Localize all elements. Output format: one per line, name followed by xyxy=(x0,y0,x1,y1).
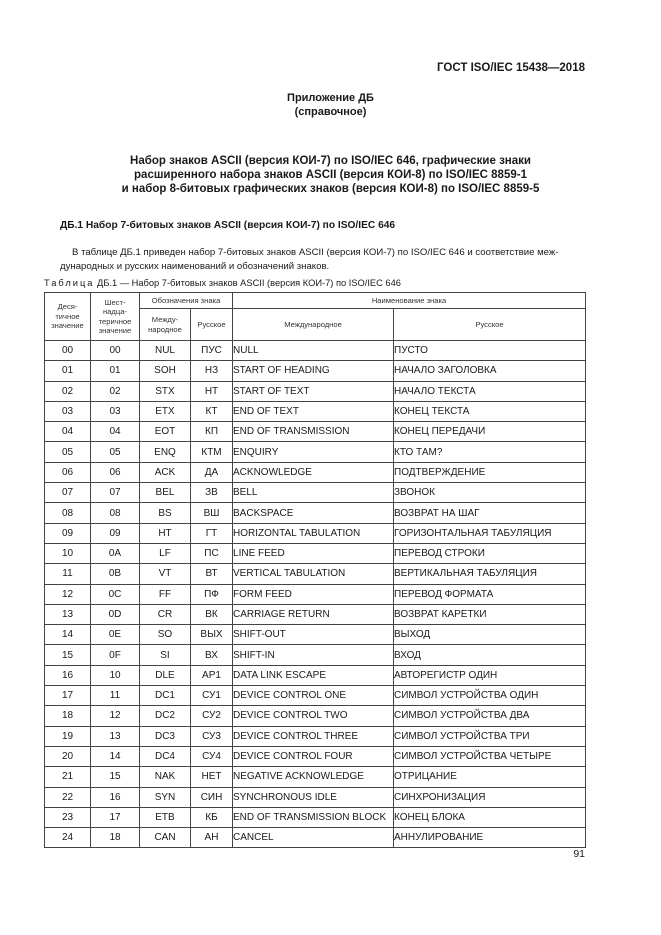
cell-symbol-ru: НЗ xyxy=(191,361,233,381)
cell-symbol-ru: ВШ xyxy=(191,503,233,523)
cell-name-ru: ВХОД xyxy=(394,645,586,665)
cell-hex: 10 xyxy=(91,665,140,685)
cell-symbol-ru: ВЫХ xyxy=(191,625,233,645)
table-row xyxy=(45,543,586,563)
cell-name-ru: СИМВОЛ УСТРОЙСТВА ЧЕТЫРЕ xyxy=(394,746,586,766)
cell-name-ru: ВЕРТИКАЛЬНАЯ ТАБУЛЯЦИЯ xyxy=(394,564,586,584)
cell-name-ru: СИМВОЛ УСТРОЙСТВА ТРИ xyxy=(394,726,586,746)
table-row xyxy=(45,584,586,604)
header-decimal: Деся- тичное значение xyxy=(45,293,91,341)
cell-symbol-ru: НТ xyxy=(191,381,233,401)
section-heading: ДБ.1 Набор 7-битовых знаков ASCII (версия КОИ-7) по ISO/IEC 646 xyxy=(60,220,396,231)
cell-name-intl: SHIFT-IN xyxy=(233,645,394,665)
cell-symbol-ru: СУ4 xyxy=(191,746,233,766)
cell-name-intl: CARRIAGE RETURN xyxy=(233,604,394,624)
cell-hex: 18 xyxy=(91,828,140,848)
intro-line: дународных и русских наименований и обозначений знаков. xyxy=(60,260,330,272)
annex-subtitle: (справочное) xyxy=(294,106,367,118)
cell-name-ru: ВОЗВРАТ КАРЕТКИ xyxy=(394,604,586,624)
table-row xyxy=(45,523,586,543)
cell-symbol-ru: НЕТ xyxy=(191,767,233,787)
table-row xyxy=(45,828,586,848)
table-row xyxy=(45,401,586,421)
main-title-line: и набор 8-битовых графических знаков (версия КОИ-8) по ISO/IEC 8859-5 xyxy=(121,183,540,195)
cell-name-intl: LINE FEED xyxy=(233,543,394,563)
cell-name-intl: NEGATIVE ACKNOWLEDGE xyxy=(233,767,394,787)
cell-name-intl: DEVICE CONTROL THREE xyxy=(233,726,394,746)
header-name-intl: Международное xyxy=(233,309,394,341)
table-row xyxy=(45,726,586,746)
cell-symbol-ru: ПС xyxy=(191,543,233,563)
cell-symbol-ru: ДА xyxy=(191,462,233,482)
cell-decimal: 24 xyxy=(45,828,91,848)
cell-hex: 16 xyxy=(91,787,140,807)
table-row xyxy=(45,341,586,361)
header-symbol-group: Обозначения знака xyxy=(140,293,233,309)
cell-decimal: 05 xyxy=(45,442,91,462)
cell-symbol-intl: CR xyxy=(140,604,191,624)
cell-symbol-ru: КТ xyxy=(191,401,233,421)
main-title-line: расширенного набора знаков ASCII (версия КОИ-8) по ISO/IEC 8859-1 xyxy=(134,169,527,181)
cell-symbol-intl: BEL xyxy=(140,483,191,503)
table-row xyxy=(45,706,586,726)
cell-decimal: 08 xyxy=(45,503,91,523)
cell-symbol-intl: DLE xyxy=(140,665,191,685)
cell-name-intl: END OF TRANSMISSION xyxy=(233,422,394,442)
cell-decimal: 06 xyxy=(45,462,91,482)
cell-name-intl: START OF HEADING xyxy=(233,361,394,381)
cell-name-ru: ПУСТО xyxy=(394,341,586,361)
cell-symbol-intl: CAN xyxy=(140,828,191,848)
cell-symbol-ru: СУ1 xyxy=(191,686,233,706)
cell-symbol-intl: DC1 xyxy=(140,686,191,706)
cell-decimal: 12 xyxy=(45,584,91,604)
annex-title: Приложение ДБ xyxy=(287,92,374,104)
cell-hex: 00 xyxy=(91,341,140,361)
table-row xyxy=(45,483,586,503)
cell-hex: 12 xyxy=(91,706,140,726)
cell-symbol-intl: SYN xyxy=(140,787,191,807)
cell-name-ru: ЗВОНОК xyxy=(394,483,586,503)
cell-decimal: 11 xyxy=(45,564,91,584)
cell-symbol-ru: ПФ xyxy=(191,584,233,604)
cell-symbol-intl: NAK xyxy=(140,767,191,787)
cell-symbol-ru: СИН xyxy=(191,787,233,807)
cell-name-ru: НАЧАЛО ТЕКСТА xyxy=(394,381,586,401)
cell-name-intl: ACKNOWLEDGE xyxy=(233,462,394,482)
cell-hex: 01 xyxy=(91,361,140,381)
cell-symbol-ru: ПУС xyxy=(191,341,233,361)
cell-symbol-ru: ВТ xyxy=(191,564,233,584)
cell-hex: 0A xyxy=(91,543,140,563)
cell-hex: 02 xyxy=(91,381,140,401)
table-row xyxy=(45,787,586,807)
cell-name-ru: КОНЕЦ ПЕРЕДАЧИ xyxy=(394,422,586,442)
cell-name-ru: ВЫХОД xyxy=(394,625,586,645)
cell-decimal: 19 xyxy=(45,726,91,746)
cell-decimal: 21 xyxy=(45,767,91,787)
cell-hex: 03 xyxy=(91,401,140,421)
cell-hex: 05 xyxy=(91,442,140,462)
cell-symbol-intl: SI xyxy=(140,645,191,665)
annex-heading xyxy=(0,91,661,119)
table-row xyxy=(45,686,586,706)
cell-decimal: 09 xyxy=(45,523,91,543)
table-row xyxy=(45,381,586,401)
ascii-table xyxy=(44,278,586,848)
cell-name-intl: CANCEL xyxy=(233,828,394,848)
cell-hex: 14 xyxy=(91,746,140,766)
cell-name-ru: СИНХРОНИЗАЦИЯ xyxy=(394,787,586,807)
cell-symbol-intl: DC2 xyxy=(140,706,191,726)
table-row xyxy=(45,462,586,482)
cell-name-intl: VERTICAL TABULATION xyxy=(233,564,394,584)
cell-decimal: 23 xyxy=(45,807,91,827)
cell-symbol-ru: ВХ xyxy=(191,645,233,665)
table-row xyxy=(45,564,586,584)
table-row xyxy=(45,422,586,442)
cell-symbol-ru: ЗВ xyxy=(191,483,233,503)
cell-name-ru: КОНЕЦ ТЕКСТА xyxy=(394,401,586,421)
cell-name-intl: FORM FEED xyxy=(233,584,394,604)
table-row xyxy=(45,807,586,827)
table-row xyxy=(45,442,586,462)
cell-decimal: 20 xyxy=(45,746,91,766)
table-row xyxy=(45,361,586,381)
header-hex: Шест- надца- теричное значение xyxy=(91,293,140,341)
cell-name-ru: АННУЛИРОВАНИЕ xyxy=(394,828,586,848)
cell-symbol-intl: ACK xyxy=(140,462,191,482)
cell-decimal: 10 xyxy=(45,543,91,563)
cell-hex: 0F xyxy=(91,645,140,665)
table-row xyxy=(45,746,586,766)
cell-symbol-ru: ВК xyxy=(191,604,233,624)
main-title xyxy=(60,154,601,196)
cell-name-intl: SYNCHRONOUS IDLE xyxy=(233,787,394,807)
cell-decimal: 03 xyxy=(45,401,91,421)
cell-decimal: 22 xyxy=(45,787,91,807)
cell-name-ru: КОНЕЦ БЛОКА xyxy=(394,807,586,827)
table-row xyxy=(45,503,586,523)
cell-symbol-ru: КБ xyxy=(191,807,233,827)
cell-name-intl: START OF TEXT xyxy=(233,381,394,401)
cell-hex: 17 xyxy=(91,807,140,827)
header-name-ru: Русское xyxy=(394,309,586,341)
cell-symbol-ru: СУ2 xyxy=(191,706,233,726)
cell-symbol-intl: DC4 xyxy=(140,746,191,766)
cell-hex: 0E xyxy=(91,625,140,645)
table-caption-label: Таблица xyxy=(44,278,95,288)
cell-name-intl: BELL xyxy=(233,483,394,503)
cell-name-ru: ОТРИЦАНИЕ xyxy=(394,767,586,787)
cell-name-intl: NULL xyxy=(233,341,394,361)
cell-name-ru: СИМВОЛ УСТРОЙСТВА ОДИН xyxy=(394,686,586,706)
cell-name-intl: ENQUIRY xyxy=(233,442,394,462)
cell-name-intl: END OF TRANSMISSION BLOCK xyxy=(233,807,394,827)
cell-symbol-ru: КП xyxy=(191,422,233,442)
cell-name-ru: СИМВОЛ УСТРОЙСТВА ДВА xyxy=(394,706,586,726)
cell-name-ru: АВТОРЕГИСТР ОДИН xyxy=(394,665,586,685)
intro-paragraph xyxy=(60,246,586,273)
page-number: 91 xyxy=(573,848,585,860)
cell-symbol-intl: BS xyxy=(140,503,191,523)
cell-name-ru: ГОРИЗОНТАЛЬНАЯ ТАБУЛЯЦИЯ xyxy=(394,523,586,543)
document-code: ГОСТ ISO/IEC 15438—2018 xyxy=(437,62,585,74)
cell-symbol-intl: EOT xyxy=(140,422,191,442)
cell-hex: 0D xyxy=(91,604,140,624)
cell-symbol-ru: АН xyxy=(191,828,233,848)
cell-symbol-intl: ENQ xyxy=(140,442,191,462)
cell-symbol-ru: ГТ xyxy=(191,523,233,543)
header-symbol-intl: Между- народное xyxy=(140,309,191,341)
cell-name-intl: DEVICE CONTROL FOUR xyxy=(233,746,394,766)
cell-symbol-intl: HT xyxy=(140,523,191,543)
cell-name-intl: DEVICE CONTROL ONE xyxy=(233,686,394,706)
cell-symbol-intl: VT xyxy=(140,564,191,584)
cell-symbol-intl: SOH xyxy=(140,361,191,381)
cell-hex: 09 xyxy=(91,523,140,543)
cell-name-intl: BACKSPACE xyxy=(233,503,394,523)
cell-name-ru: ПОДТВЕРЖДЕНИЕ xyxy=(394,462,586,482)
ascii-table-body xyxy=(45,341,586,848)
cell-name-intl: DATA LINK ESCAPE xyxy=(233,665,394,685)
cell-symbol-intl: LF xyxy=(140,543,191,563)
table-caption xyxy=(44,278,586,292)
cell-symbol-intl: ETB xyxy=(140,807,191,827)
cell-symbol-intl: SO xyxy=(140,625,191,645)
cell-decimal: 18 xyxy=(45,706,91,726)
cell-hex: 13 xyxy=(91,726,140,746)
cell-decimal: 14 xyxy=(45,625,91,645)
cell-decimal: 07 xyxy=(45,483,91,503)
cell-name-intl: SHIFT-OUT xyxy=(233,625,394,645)
cell-name-ru: КТО ТАМ? xyxy=(394,442,586,462)
cell-symbol-ru: СУ3 xyxy=(191,726,233,746)
cell-hex: 0C xyxy=(91,584,140,604)
cell-hex: 15 xyxy=(91,767,140,787)
cell-decimal: 02 xyxy=(45,381,91,401)
cell-hex: 04 xyxy=(91,422,140,442)
cell-decimal: 00 xyxy=(45,341,91,361)
table-row xyxy=(45,645,586,665)
cell-hex: 11 xyxy=(91,686,140,706)
table-row xyxy=(45,625,586,645)
table-row xyxy=(45,665,586,685)
cell-hex: 0B xyxy=(91,564,140,584)
intro-line: В таблице ДБ.1 приведен набор 7-битовых знаков ASCII (версия КОИ-7) по ISO/IEC 646 и соответствие меж- xyxy=(72,247,559,258)
cell-decimal: 13 xyxy=(45,604,91,624)
cell-symbol-ru: КТМ xyxy=(191,442,233,462)
main-title-line: Набор знаков ASCII (версия КОИ-7) по ISO/IEC 646, графические знаки xyxy=(130,155,531,167)
cell-name-ru: ПЕРЕВОД ФОРМАТА xyxy=(394,584,586,604)
table-row xyxy=(45,604,586,624)
cell-hex: 06 xyxy=(91,462,140,482)
cell-decimal: 04 xyxy=(45,422,91,442)
cell-symbol-intl: DC3 xyxy=(140,726,191,746)
cell-symbol-intl: NUL xyxy=(140,341,191,361)
cell-name-ru: ВОЗВРАТ НА ШАГ xyxy=(394,503,586,523)
cell-decimal: 16 xyxy=(45,665,91,685)
cell-decimal: 17 xyxy=(45,686,91,706)
cell-symbol-intl: ETX xyxy=(140,401,191,421)
cell-decimal: 15 xyxy=(45,645,91,665)
cell-name-ru: ПЕРЕВОД СТРОКИ xyxy=(394,543,586,563)
cell-decimal: 01 xyxy=(45,361,91,381)
cell-hex: 08 xyxy=(91,503,140,523)
cell-name-ru: НАЧАЛО ЗАГОЛОВКА xyxy=(394,361,586,381)
table-caption-text: ДБ.1 — Набор 7-битовых знаков ASCII (версия КОИ-7) по ISO/IEC 646 xyxy=(97,278,401,288)
cell-symbol-intl: FF xyxy=(140,584,191,604)
header-name-group: Наименование знака xyxy=(233,293,586,309)
cell-name-intl: HORIZONTAL TABULATION xyxy=(233,523,394,543)
cell-symbol-intl: STX xyxy=(140,381,191,401)
header-symbol-ru: Русское xyxy=(191,309,233,341)
cell-name-intl: END OF TEXT xyxy=(233,401,394,421)
cell-symbol-ru: АР1 xyxy=(191,665,233,685)
cell-hex: 07 xyxy=(91,483,140,503)
table-row xyxy=(45,767,586,787)
cell-name-intl: DEVICE CONTROL TWO xyxy=(233,706,394,726)
